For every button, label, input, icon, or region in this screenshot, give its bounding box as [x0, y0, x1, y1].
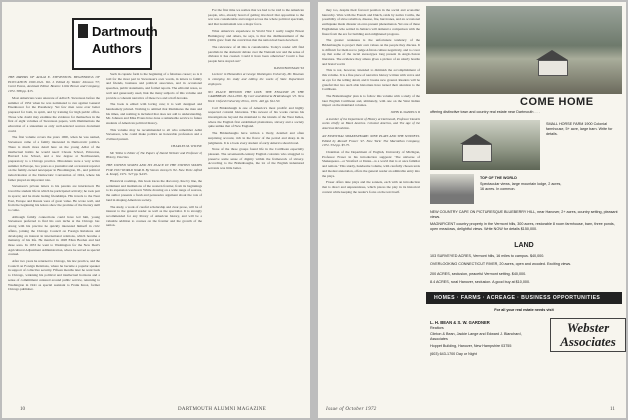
paragraph: they too, despite their favored position in the social and economic hierarchy. Wars with the French and Dutch, raids by native Caribs, the possibility of slave rebellion, disease, fire, hurricanes, and an occasional earthquake made disaster an ever-present phenomenon. Yet one of these Englishmen who settled in Jamaica will demand a comparison with the finest from the era for building and enlightened progress. [322, 8, 420, 36]
reviewer-note: A member of the Department of History at Dartmouth, Professor Daniels works chiefly on Black America. Colonial America, and The Age of the American Revolution. [322, 116, 420, 131]
right-column-1 [322, 8, 420, 408]
house-roof-icon [460, 134, 492, 144]
reviewer-signature: JOHN R. DANIELS II [390, 110, 420, 115]
paragraph: After two years he returned to Chicago, his law practice, and the Council on Foreign Relations, where he became a popular speaker in support of collective security. Fifteen months later he went back to Chicago, widening his political and intellectual horizons and a sense of commitment centered around public service, returning to Washington in 1941 as special assistant to Frank Knox, former Chicago publisher. [8, 259, 100, 292]
ad-headline: COME HOME [520, 96, 594, 108]
paragraph: Fraser offers nine plays and the sonnets, each with an introduction that is direct and unpretentious, which places the play in its historical context while keeping the reader's focus on the text itself. [322, 180, 420, 194]
review-heading: THE UNITED STATES AND ITS PLACE IN THE UNITED STATES FOR 1WO WORLD WAR II. By Steven Jaresych '62. New York: Alfred A. Knopf, 1971. 527 pp. $4.95. [106, 162, 202, 177]
ad-band [426, 292, 622, 304]
tow-title: TOP OF THE WORLD [480, 176, 517, 180]
paragraph: Carl Bridenbaugh is one of America's most prolific and highly respected colonial historians. This newest of his works carries his investigations beyond the mainland to the islands of the West Indies, where the English first established plantations, slavery and a society quite unlike that of New England. [208, 105, 304, 129]
reviewer-note: Lecturer in Humanities at George Washington University, Mr. Bowman is enlarging his study and editing the works of State Department employees. [208, 72, 304, 86]
vermont-listing: MAGNIFICENT country property in the Vermont hills, 300 acres, restorable 8 room farmhouse, barn, three ponds, open meadows, delightful views. Write NOW for details $150,000. [430, 222, 615, 231]
ad-band-subtitle: For all your real estate needs visit [494, 308, 554, 312]
paragraph: The Bridenbaughs have written a lively, detailed and often surprising account, rich in the flavor of the period and sharp in its judgments. It is a book every student of early America should read. [208, 131, 304, 145]
paragraph: This volume may be recommended to all who remember Adlai Stevenson, who could make politics an honorable profession and a civilized pursuit. [106, 127, 202, 142]
right-page [318, 2, 626, 418]
paragraph: None of the three groups found life in the Caribbean especially pleasant. The seventeenth-century English colonists who struggled to preserve some sense of dignity within the framework of slavery. According to the Bridenbaughs, the lot of the English indentured servants was little better. [208, 147, 304, 171]
paragraph: For the first time we realize that we had to be told to the American people, who, already bored of getting involved: that opposition to the war was considerable and ranged across the whole political spectrum, and that isolationism was a major force. [208, 8, 304, 27]
broker-name: L. H. BEAN & S. W. GARDNER [430, 320, 490, 325]
left-column-2 [106, 72, 202, 408]
left-page [2, 2, 310, 418]
paragraph: This is not, however, intended to diminish the accomplishment of this volume. It is a fine piece of narrative history written with verve and an eye for the telling detail, and it breaks new ground. Readers will be grateful that two such able historians have turned their attention to the Caribbean. [322, 68, 420, 92]
reviewer-note: Mr. Wiltse is Editor of The Papers of Daniel Webster and Professor of History, Emeritus. [106, 150, 202, 160]
running-title: DARTMOUTH ALUMNI MAGAZINE [178, 407, 267, 412]
land-heading: LAND [514, 242, 534, 249]
review-heading: THE PAPERS OF ADLAI E. STEVENSON. BEGINNINGS OF EDUCATION 1900-1941. Vol. I. Edited by Walter Johnson '37, Carol Evans, Assistant Editor. Boston: Little Brown and Company, 1972. 588 pp. $15. [8, 75, 100, 94]
reviewer-signature: DAVID BOWMAN '63 [273, 65, 304, 70]
land-item: OVERLOOKING CONNECTICUT RIVER, 20 acres, open and wooded. Exciting views. [430, 262, 572, 266]
paragraph: The study, a work of careful scholarship and clear prose, will be of interest to the general reader as well as the specialist. It is strongly recommended for any library of American history, and will be a valuable addition to courses on the frontier and the growth of the nation. [106, 204, 202, 228]
paragraph: The Bridenbaughs' plan is to follow this volume with a study of the later English Caribbean and, ultimately, with one on the West Indian impact on the mainland colonies. [322, 93, 420, 108]
farm-photo [430, 120, 540, 170]
webster-associates-logo: Webster Associates [550, 318, 626, 352]
paragraph: The book is edited with loving care; it is well designed and handsomely printed. Nothing is omitted that illuminates the man and his times, and nothing is included that does not add to understanding. Mr. Johnson and Miss Evans have done a remarkable service to future students of American political history. [106, 102, 202, 126]
page-number-right: 11 [610, 407, 615, 412]
horse-farm-listing: SMALL HORSE FARM 1900 Colonial farmhouse, 5+ acre, large barn. Write for details. [546, 122, 613, 136]
paragraph: Such in capsule form is the beginning of a fabulous career; so is it told for the most part in Stevenson's own words, in letters to family and friends, business and political associates, and in occasional speeches, public statements, and formal reports. The editorial notes, so well and generously used, link the many subjects of this volume and provide a coherent narrative of these two and a half decades. [106, 72, 202, 100]
land-item: 200 ACRES, seclusion, peaceful Vermont setting. $40,000. [430, 272, 527, 276]
landscape-photo [426, 6, 622, 94]
broker-office: Hoppet Building, Hanover, New Hampshire 03755 [430, 344, 512, 348]
paragraph: Stevenson's private letters to his parents are interleaved. He loved the student life in which he participated actively; he took part in sports; and he made lasting friendships. His travels to the Near East, Europe and Russia were of great value. He wrote well, and from the beginning his letters show the promise of the literary skill to come. [8, 184, 100, 212]
paragraph: What America's experience in World War I really taught Ernest Hemingway and others, he says, is that the disillusionment of the 1920s grew from the conviction that the nation had been deceived. [208, 28, 304, 43]
paragraph: Historical roadmap, this book traces the discovery, line by line, the settlement and institutions of the western frontier, from its beginnings to its expansion westward. While drawing on a wide range of sources, the author presents a fresh and persuasive argument about the role of land in shaping American society. [106, 179, 202, 202]
land-item: 8.4 ACRES, rural Hanover, seclusion. A good buy at $10,000. [430, 280, 531, 284]
left-column-3 [208, 8, 304, 408]
issue-date: Issue of October 1972 [326, 407, 377, 412]
real-estate-ad [426, 6, 622, 412]
land-item: 103 SURVEYED ACRES, Vermont hills, 16 miles to campus. $40,000. [430, 254, 545, 258]
broker-phone: (603) 643-1700 Day or Night [430, 352, 477, 356]
broker-role: Realtors [430, 326, 444, 330]
house-icon [462, 144, 492, 162]
review-heading: NO PLACE BEYOND THE LINE. THE ENGLISH IN THE CARIBBEAN 1624-1690. By Carl and Roberta Bridenbaugh '25. New York: Oxford University Press, 1972. 440 pp. $12.50. [208, 89, 304, 103]
paragraph: Most Americans were unaware of Adlai E. Stevenson before the summer of 1952 when he was nominated to run against General Eisenhower for the Presidency. Yet few men were ever better prepared for both, in spirit, and by training for high public office. Those who doubt may examine the evidence for themselves in the first of eight volumes of Stevenson papers, with illuminations the education of a statesman as only well-selected sources document could. [8, 95, 100, 133]
lodge-photo [430, 174, 474, 204]
logo-line1: Dartmouth [92, 24, 158, 39]
ad-band-text: HOMES · FARMS · ACREAGE · BUSINESS OPPORTUNITIES [434, 295, 601, 301]
cape-listing: NEW COUNTRY CAPE ON PICTURESQUE BLUEBERRY HILL, near Hanover, 2+ acres, country setting, pleasant views. [430, 210, 618, 219]
page-number-left: 10 [20, 407, 25, 412]
barn-roof-icon [536, 50, 568, 60]
logo-line2: Authors [92, 41, 142, 56]
broker-associates: Clinton & Bean, Jackie Lange and Edward J. Blanchard, Associates [430, 332, 522, 341]
paragraph: Although family connections could have led him, young Stevenson preferred to find his own niche at the Chicago bar. Along with his practice he quickly interested himself in civic affairs, joining the Chicago Council on Foreign Relations and developing an interest in international relations, which became a mainstay of his life. He married in 1928 Ellen Borden and had three sons. In 1933 he went to Washington for the New Deal's Agricultural Adjustment Administration, where he served as special counsel. [8, 214, 100, 257]
paragraph: The relevance of all this is considerable. Today's reader will find parallels in the domestic debate over the Vietnam war and the sense of division it has created. Could it have been otherwise? Could a free people have stayed out? [208, 44, 304, 64]
farmhouse-icon [538, 60, 568, 76]
left-column-1 [8, 72, 100, 408]
review-heading: AN ESSENTIAL SHAKESPEARE: NINE PLAYS AND THE SONNETS. Edited by Russell Fraser '47. New York: The Macmillan Company, 1972. 534 pp. $5.75. [322, 133, 420, 148]
paragraph: The first volume covers the years 1900, when he was named, Stevenson came of a family interested in Democratic politics. There is much more detail here on the young Adlai of the intellectual habits he would need: Choate School, Princeton, Harvard Law School, and a law degree at Northwestern, preparatory to a Chicago practice. Illinoisians were a very active summer in Europe, two years as a journalist and occasional reporter on the family-owned newspaper in Bloomington, Ill., and political indoctrination at the Democratic Convention of 1924, where his father played an important role. [8, 135, 100, 182]
dartmouth-authors-logo [72, 18, 158, 70]
paragraph: Chairman of the Department of English, University of Michigan, Professor Fraser in his introduction suggests: 'The universe of Shakespeare—or Stratford or Dante—is a world that is at once familiar and remote.' This sturdy, handsome volume, with carefully chosen texts and modest annotation, offers the general reader an admirable entry into the plays. [322, 149, 420, 178]
ad-tagline: offering distinctive town and country real estate near Dartmouth . . . [430, 110, 540, 114]
reviewer-signature: CHARLES M. WILTSE [170, 143, 202, 148]
logo-square-icon [78, 24, 88, 38]
paragraph: The greater weakness is the unfortunate tendency of the Bridenbaughs to project their own values on the people they discuss. It is difficult for them not to judge African culture negatively, and to cover up that some of the racial stereotypes long present in Anglo-Saxon literature. The evidence they amass gives a picture of an utterly hostile and brutal world. [322, 38, 420, 66]
tow-listing: Spectacular views, large mountain lodge, 2 acres, 16 acres. In common. [480, 182, 562, 191]
